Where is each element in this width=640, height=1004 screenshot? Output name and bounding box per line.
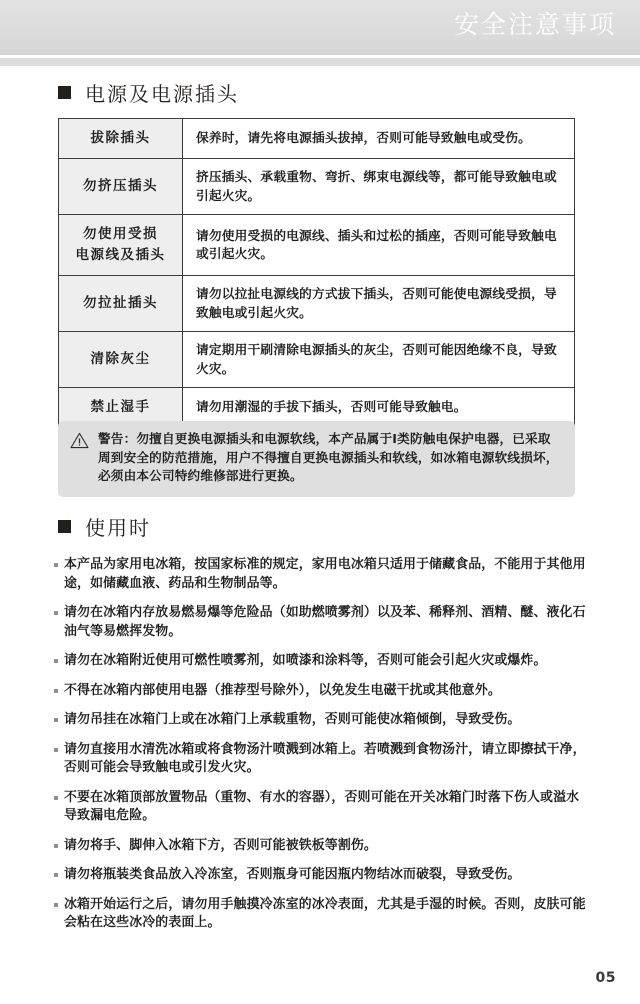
table-row — [59, 215, 575, 276]
list-item-text: 本产品为家用电冰箱，按国家标准的规定，家用电冰箱只适用于储藏食品，不能用于其他用途，如储藏血液、药品和生物制品等。 — [64, 557, 586, 591]
list-item — [54, 866, 588, 885]
list-item — [54, 604, 588, 641]
page-title: 安全注意事项 — [453, 10, 616, 39]
page-number: 05 — [595, 970, 616, 986]
table-row-description: 请定期用干刷清除电源插头的灰尘，否则可能因绝缘不良，导致火灾。 — [183, 332, 575, 388]
list-item-text: 请勿将手、脚伸入冰箱下方，否则可能被铁板等割伤。 — [64, 837, 377, 853]
list-item-text: 请勿在冰箱附近使用可燃性喷雾剂，如喷漆和涂料等，否则可能会引起火灾或爆炸。 — [64, 653, 547, 668]
table-row-label: 勿使用受损 电源线及插头 — [59, 215, 183, 276]
table-row-label: 禁止湿手 — [59, 388, 183, 428]
table-row — [59, 276, 575, 332]
warning-body: 勿擅自更换电源插头和电源软线，本产品属于I类防触电保护电器，已采取周到安全的防范措施，用户不得擅自更换电源插头和软线，如冰箱电源软线损坏，必须由本公司特约维修部进行更换。 — [98, 431, 559, 483]
list-bullet-icon — [54, 611, 58, 615]
list-item-text: 请勿将瓶装类食品放入冷冻室，否则瓶身可能因瓶内物结冰而破裂，导致受伤。 — [64, 867, 521, 882]
table-row — [59, 159, 575, 215]
section-title-power: 电源及电源插头 — [85, 82, 239, 106]
header-divider-secondary — [0, 58, 640, 66]
table-row-label: 勿挤压插头 — [59, 159, 183, 215]
section-bullet-square-icon — [58, 520, 71, 533]
section-heading-usage — [58, 512, 151, 541]
list-bullet-icon — [54, 748, 58, 752]
list-item-text: 不得在冰箱内部使用电器（推荐型号除外），以免发生电磁干扰或其他意外。 — [64, 682, 501, 698]
table-row-label: 拔除插头 — [59, 119, 183, 159]
list-bullet-icon — [54, 903, 58, 907]
list-bullet-icon — [54, 689, 58, 693]
table-row-label: 清除灰尘 — [59, 332, 183, 388]
table-row-description: 请勿用潮湿的手拔下插头，否则可能导致触电。 — [183, 388, 575, 428]
list-bullet-icon — [54, 718, 58, 722]
table-body — [59, 119, 575, 428]
warning-label: 警告： — [98, 431, 137, 446]
warning-triangle-icon — [70, 432, 89, 453]
section-heading-power — [58, 78, 239, 107]
list-item — [54, 711, 588, 730]
list-item-text: 请勿直接用水清洗冰箱或将食物汤汁喷溅到冰箱上。若喷溅到食物汤汁，请立即擦拭干净，否则可能会导致触电或引发火灾。 — [64, 741, 586, 775]
list-item-text: 请勿在冰箱内存放易燃易爆等危险品（如助燃喷雾剂）以及苯、稀释剂、酒精、醚、液化石油气等易燃挥发物。 — [64, 605, 586, 639]
section-title-usage: 使用时 — [85, 516, 151, 540]
section-bullet-square-icon — [58, 86, 71, 99]
table-row-description: 挤压插头、承载重物、弯折、绑束电源线等，都可能导致触电或引起火灾。 — [183, 159, 575, 215]
list-item-text: 不要在冰箱顶部放置物品（重物、有水的容器），否则可能在开关冰箱门时落下伤人或溢水导致漏电危险。 — [64, 789, 580, 823]
power-plug-table — [58, 118, 575, 428]
list-item-text: 请勿吊挂在冰箱门上或在冰箱门上承载重物，否则可能使冰箱倾倒，导致受伤。 — [64, 712, 521, 727]
table-row-description: 请勿使用受损的电源线、插头和过松的插座，否则可能导致触电或引起火灾。 — [183, 215, 575, 276]
list-item-text: 冰箱开始运行之后，请勿用手触摸冷冻室的冰冷表面，尤其是手湿的时候。否则，皮肤可能会粘在这些冰冷的表面上。 — [64, 896, 586, 930]
warning-box — [58, 421, 575, 497]
table-row-description: 保养时，请先将电源插头拔掉，否则可能导致触电或受伤。 — [183, 119, 575, 159]
list-item — [54, 556, 588, 593]
list-bullet-icon — [54, 659, 58, 663]
table-row — [59, 119, 575, 159]
page-header — [0, 0, 640, 55]
list-item — [54, 652, 588, 671]
usage-notes-list — [54, 556, 588, 944]
list-item — [54, 682, 588, 701]
list-bullet-icon — [54, 844, 58, 848]
list-bullet-icon — [54, 563, 58, 567]
warning-text — [98, 430, 561, 486]
table-row-label: 勿拉扯插头 — [59, 276, 183, 332]
list-bullet-icon — [54, 796, 58, 800]
list-item — [54, 789, 588, 826]
list-bullet-icon — [54, 873, 58, 877]
list-item — [54, 896, 588, 933]
table-row — [59, 332, 575, 388]
table-row-description: 请勿以拉扯电源线的方式拔下插头，否则可能使电源线受损，导致触电或引起火灾。 — [183, 276, 575, 332]
list-item — [54, 837, 588, 856]
list-item — [54, 741, 588, 778]
